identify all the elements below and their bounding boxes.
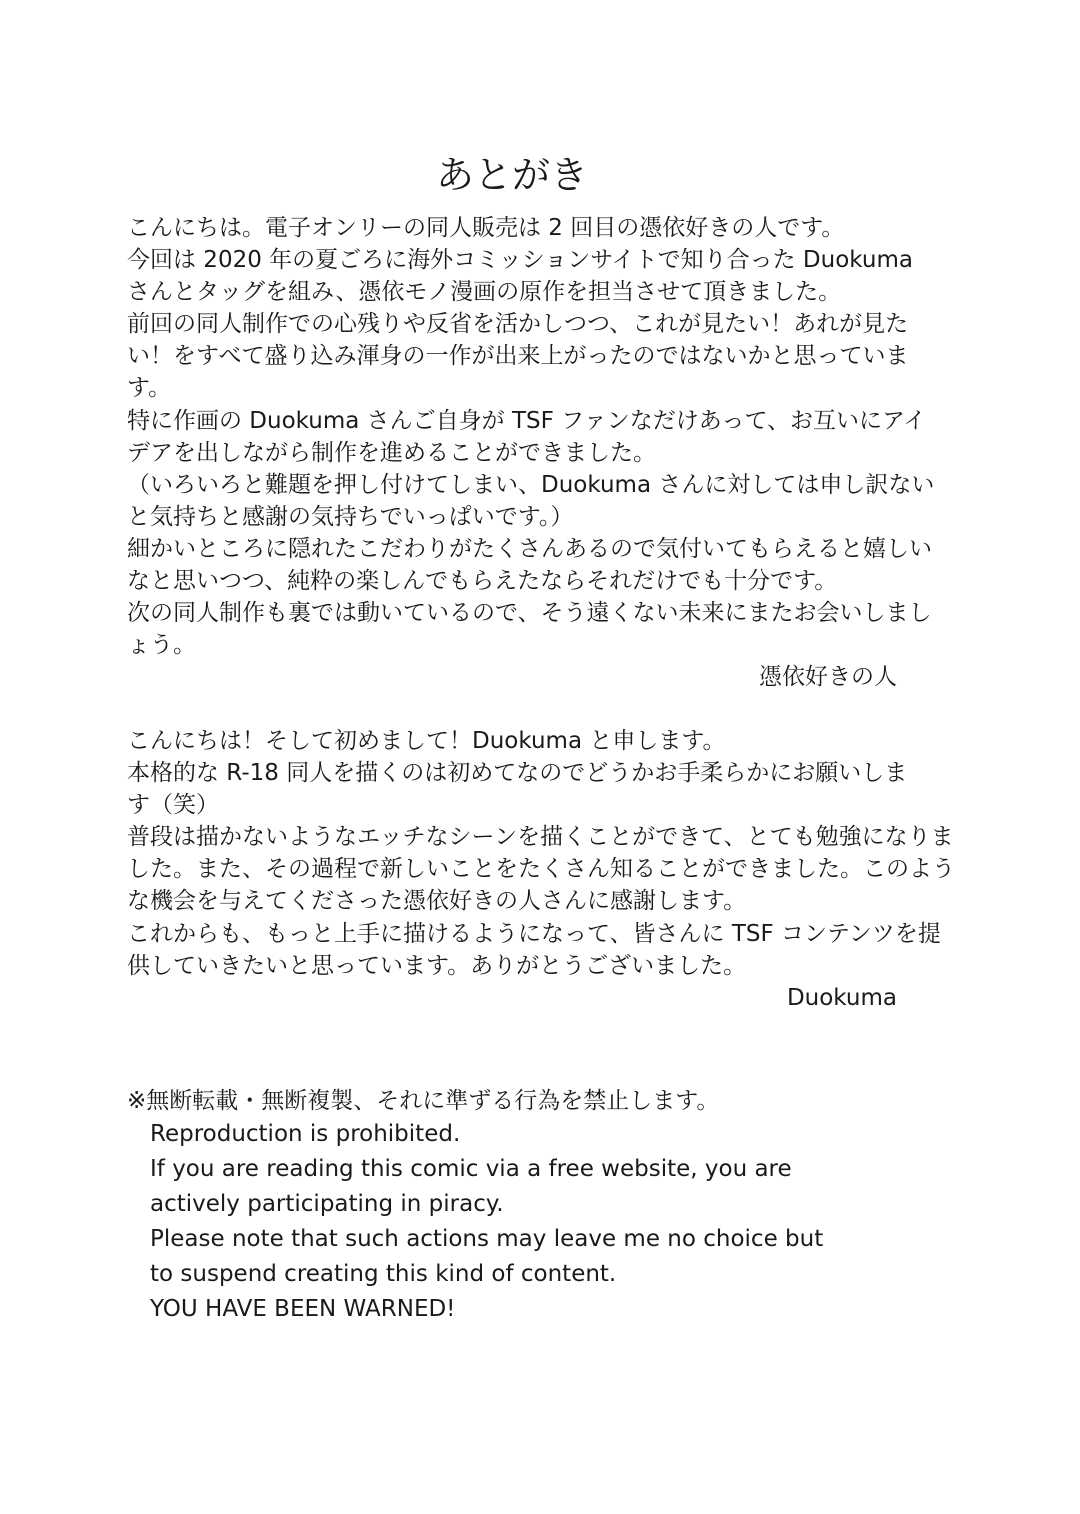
signature: 憑依好きの人	[759, 664, 897, 691]
copyright-notice	[127, 1085, 897, 1327]
text-line: 特に作画の Duokuma さんご自身が TSF ファンなだけあって、お互いにアイ	[127, 407, 926, 434]
signature: Duokuma	[786, 984, 897, 1011]
notice-en-line: Reproduction is prohibited.	[150, 1121, 461, 1148]
text-line: と気持ちと感謝の気持ちでいっぱいです。）	[127, 503, 574, 530]
text-line: す。	[127, 375, 172, 402]
text-line: デアを出しながら制作を進めることができました。	[127, 439, 656, 466]
text-line: した。また、その過程で新しいことをたくさん知ることができました。このよう	[127, 856, 955, 883]
text-line: こんにちは。電子オンリーの同人販売は 2 回目の憑依好きの人です。	[127, 215, 845, 241]
afterword-artist-section	[127, 725, 955, 1014]
text-line: 供していきたいと思っています。ありがとうございました。	[127, 952, 747, 979]
notice-en-line: to suspend creating this kind of content.	[150, 1261, 617, 1288]
text-line: （いろいろと難題を押し付けてしまい、Duokuma さんに対しては申し訳ない	[127, 471, 935, 498]
text-line: 次の同人制作も裏では動いているので、そう遠くない未来にまたお会いしまし	[127, 600, 932, 627]
text-line: 今回は 2020 年の夏ごろに海外コミッションサイトで知り合った Duokuma	[127, 247, 913, 274]
text-line: な機会を与えてくださった憑依好きの人さんに感謝します。	[127, 888, 747, 915]
text-line: こんにちは！そして初めまして！Duokuma と申します。	[127, 728, 726, 754]
text-line: 前回の同人制作での心残りや反省を活かしつつ、これが見たい！あれが見た	[127, 311, 909, 338]
afterword-author-section	[127, 212, 935, 693]
text-line: ょう。	[127, 632, 196, 659]
text-line: 本格的な R-18 同人を描くのは初めてなのでどうかお手柔らかにお願いしま	[127, 760, 908, 787]
notice-jp: ※無断転載・無断複製、それに準ずる行為を禁止します。	[127, 1088, 720, 1114]
notice-en-line: If you are reading this comic via a free website, you are	[150, 1156, 792, 1183]
notice-en-line: actively participating in piracy.	[150, 1191, 504, 1218]
text-line: さんとタッグを組み、憑依モノ漫画の原作を担当させて頂きました。	[127, 279, 842, 306]
text-line: これからも、もっと上手に描けるようになって、皆さんに TSF コンテンツを提	[127, 920, 941, 947]
text-line: 細かいところに隠れたこだわりがたくさんあるので気付いてもらえると嬉しい	[127, 535, 932, 562]
text-line: す（笑）	[127, 792, 219, 819]
text-line: 普段は描かないようなエッチなシーンを描くことができて、とても勉強になりま	[127, 824, 954, 851]
text-line: なと思いつつ、純粋の楽しんでもらえたならそれだけでも十分です。	[127, 568, 838, 595]
notice-en-line: YOU HAVE BEEN WARNED!	[150, 1296, 456, 1323]
notice-en-line: Please note that such actions may leave me no choice but	[150, 1226, 824, 1253]
text-line: い！をすべて盛り込み渾身の一作が出来上がったのではないかと思っていま	[127, 343, 909, 370]
page-title: あとがき	[435, 153, 588, 197]
